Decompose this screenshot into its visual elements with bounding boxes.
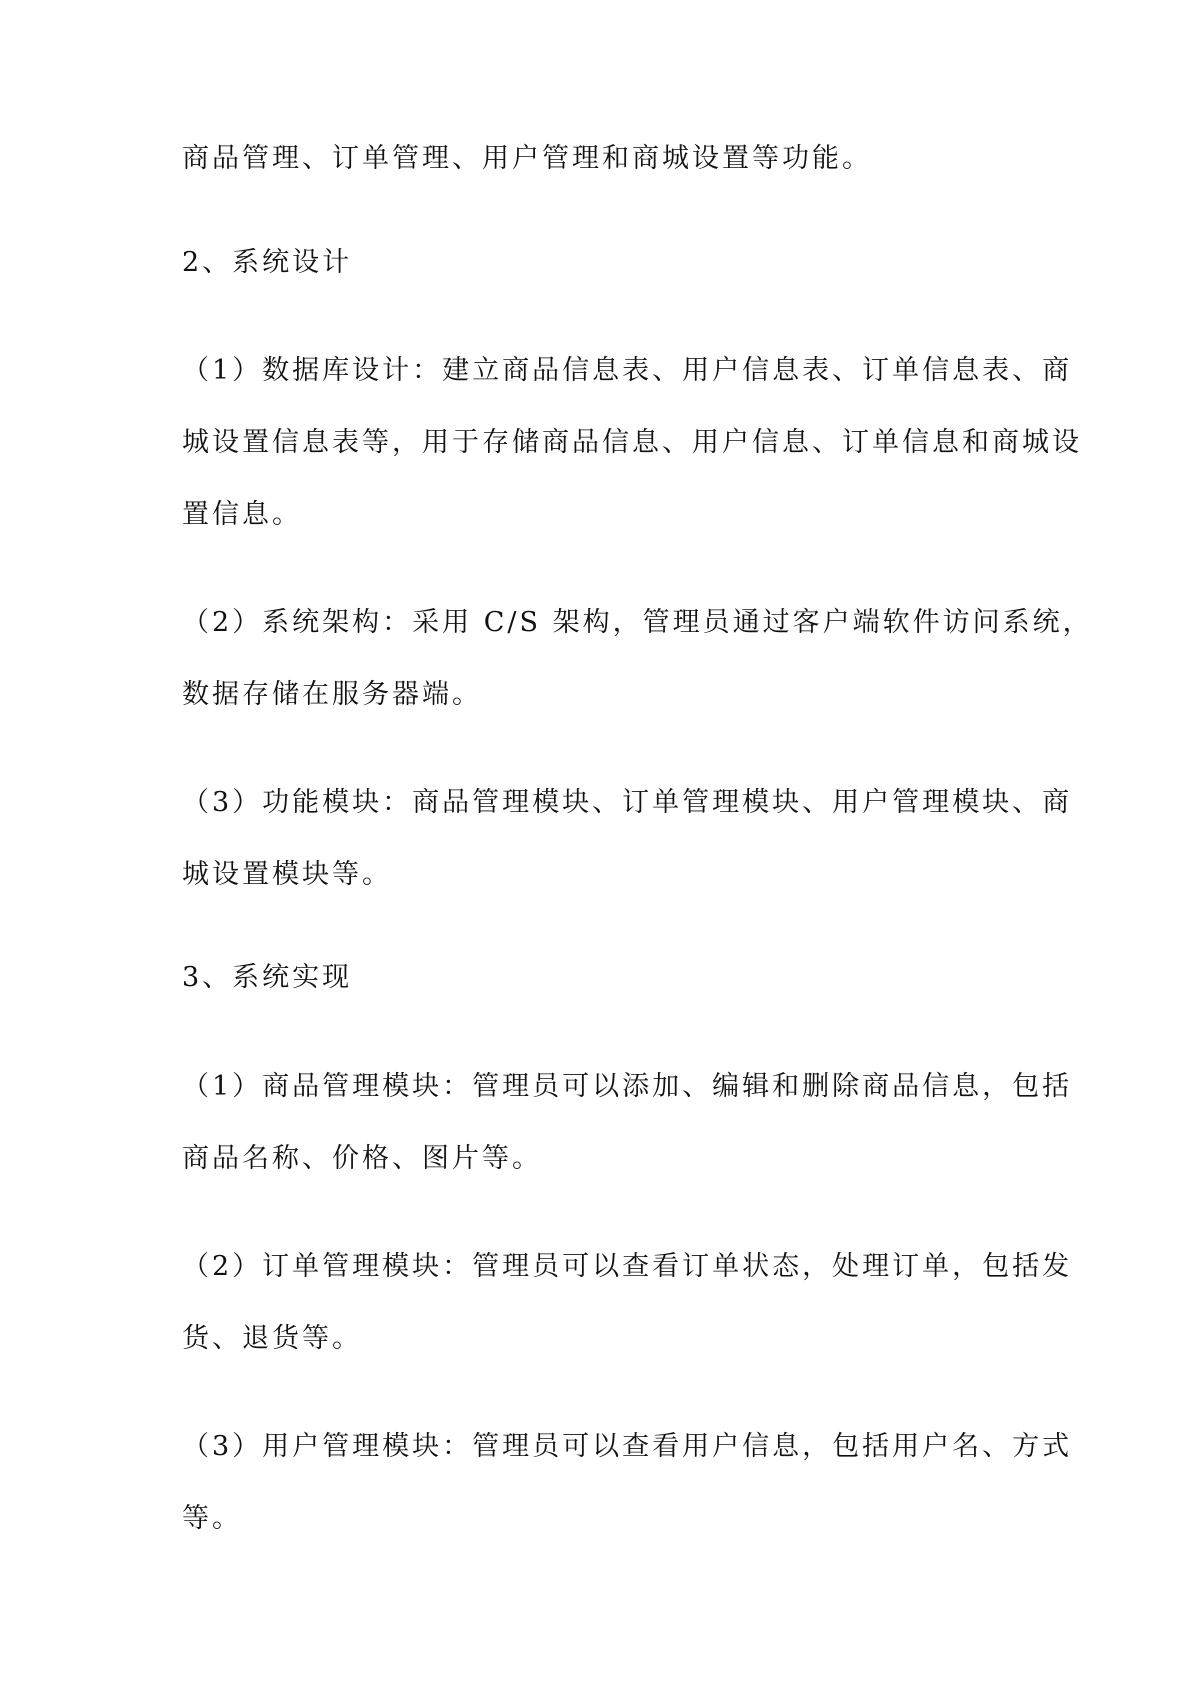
text-line-intro-cont: 商品管理、订单管理、用户管理和商城设置等功能。: [182, 143, 872, 174]
text-line-architecture-1: （2）系统架构：采用 C/S 架构，管理员通过客户端软件访问系统，: [182, 607, 1093, 638]
heading-system-implementation: 3、系统实现: [182, 962, 353, 993]
text-line-modules-1: （3）功能模块：商品管理模块、订单管理模块、用户管理模块、商: [182, 787, 1073, 818]
text-line-order-module-1: （2）订单管理模块：管理员可以查看订单状态，处理订单，包括发: [182, 1251, 1073, 1282]
text-line-goods-module-1: （1）商品管理模块：管理员可以添加、编辑和删除商品信息，包括: [182, 1071, 1073, 1102]
text-line-user-module-1: （3）用户管理模块：管理员可以查看用户信息，包括用户名、方式: [182, 1431, 1073, 1462]
heading-system-design: 2、系统设计: [182, 247, 353, 278]
text-line-architecture-2: 数据存储在服务器端。: [182, 679, 482, 710]
text-line-modules-2: 城设置模块等。: [182, 859, 392, 890]
text-line-order-module-2: 货、退货等。: [182, 1323, 362, 1354]
text-line-db-design-1: （1）数据库设计：建立商品信息表、用户信息表、订单信息表、商: [182, 355, 1073, 386]
text-line-user-module-2: 等。: [182, 1503, 242, 1534]
text-line-db-design-2: 城设置信息表等，用于存储商品信息、用户信息、订单信息和商城设: [182, 427, 1082, 458]
text-line-db-design-3: 置信息。: [182, 499, 302, 530]
text-line-goods-module-2: 商品名称、价格、图片等。: [182, 1143, 542, 1174]
